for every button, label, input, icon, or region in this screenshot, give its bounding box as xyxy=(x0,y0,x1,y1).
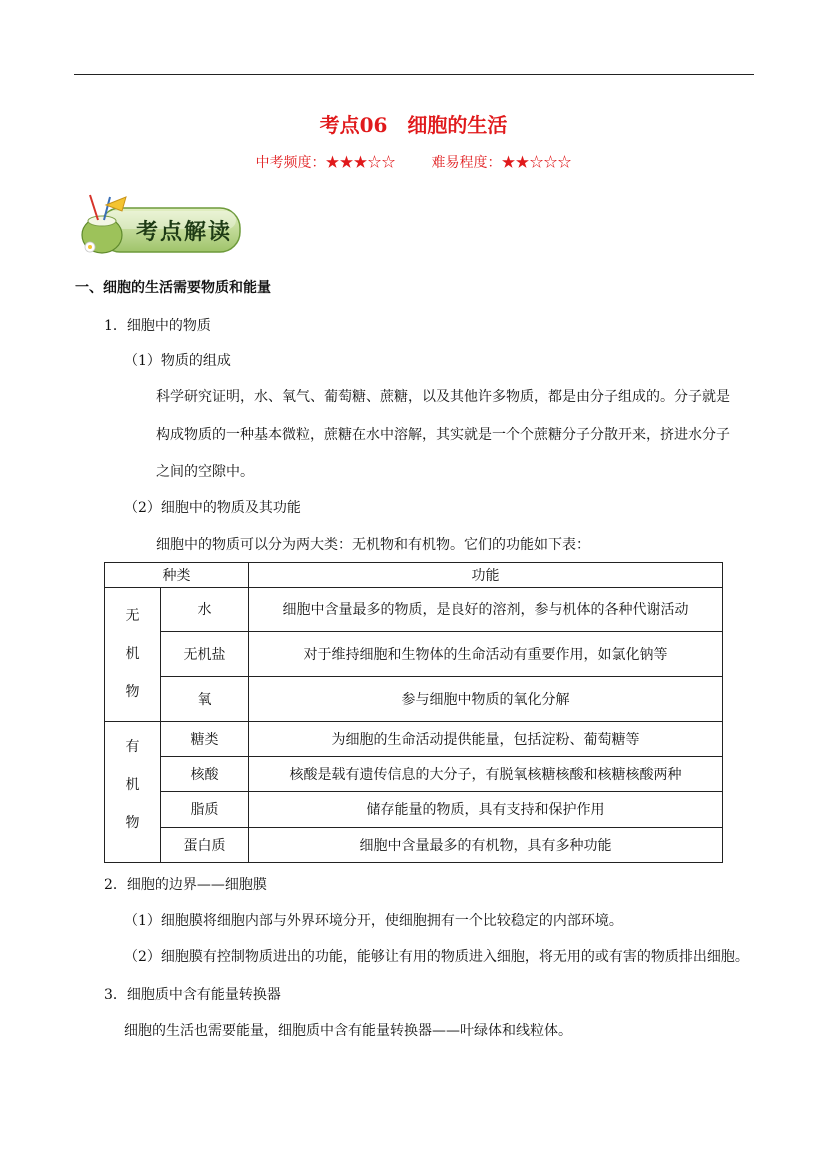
table-header-row xyxy=(105,563,723,588)
section-badge xyxy=(76,191,244,259)
item3-title: 3．细胞质中含有能量转换器 xyxy=(104,987,281,1003)
substance-function: 对于维持细胞和生物体的生命活动有重要作用，如氯化钠等 xyxy=(249,632,723,677)
table-header-type: 种类 xyxy=(105,563,249,588)
sub1-title: （1）物质的组成 xyxy=(124,353,231,369)
substance-name: 无机盐 xyxy=(161,632,249,677)
page-title: 考点06 细胞的生活 xyxy=(319,113,508,137)
item3-text: 细胞的生活也需要能量，细胞质中含有能量转换器——叶绿体和线粒体。 xyxy=(124,1023,572,1039)
substance-name: 脂质 xyxy=(161,792,249,827)
difficulty-label: 难易程度： xyxy=(431,155,502,171)
substance-function: 细胞中含量最多的物质，是良好的溶剂，参与机体的各种代谢活动 xyxy=(249,587,723,632)
sub1-line-2: 构成物质的一种基本微粒，蔗糖在水中溶解，其实就是一个个蔗糖分子分散开来，挤进水分子 xyxy=(156,427,730,443)
table-row xyxy=(105,757,723,792)
item2-title: 2．细胞的边界——细胞膜 xyxy=(104,877,267,893)
substance-function: 为细胞的生命活动提供能量，包括淀粉、葡萄糖等 xyxy=(249,721,723,756)
rating-line xyxy=(0,152,827,172)
substance-function: 储存能量的物质，具有支持和保护作用 xyxy=(249,792,723,827)
sub2-intro: 细胞中的物质可以分为两大类：无机物和有机物。它们的功能如下表： xyxy=(156,537,590,553)
section-heading: 一、细胞的生活需要物质和能量 xyxy=(75,280,271,296)
table-row xyxy=(105,587,723,632)
sub1-line-3: 之间的空隙中。 xyxy=(156,464,254,480)
substance-function: 核酸是载有遗传信息的大分子，有脱氧核糖核酸和核糖核酸两种 xyxy=(249,757,723,792)
category-organic: 有 机 物 xyxy=(105,721,161,862)
substance-name: 水 xyxy=(161,587,249,632)
category-inorganic: 无 机 物 xyxy=(105,587,161,721)
table-row xyxy=(105,827,723,862)
sub1-line-1: 科学研究证明，水、氧气、葡萄糖、蔗糖，以及其他许多物质，都是由分子组成的。分子就是 xyxy=(156,389,730,405)
substance-function: 细胞中含量最多的有机物，具有多种功能 xyxy=(249,827,723,862)
item2-point-1: （1）细胞膜将细胞内部与外界环境分开，使细胞拥有一个比较稳定的内部环境。 xyxy=(124,913,623,929)
item1-title: 1．细胞中的物质 xyxy=(104,318,211,334)
table-row xyxy=(105,721,723,756)
substance-name: 氧 xyxy=(161,676,249,721)
item2-point-2: （2）细胞膜有控制物质进出的功能，能够让有用的物质进入细胞，将无用的或有害的物质排出细胞。 xyxy=(124,949,749,965)
substance-function: 参与细胞中物质的氧化分解 xyxy=(249,676,723,721)
frequency-label: 中考频度： xyxy=(255,155,326,171)
substance-name: 糖类 xyxy=(161,721,249,756)
table-row xyxy=(105,792,723,827)
sub2-title: （2）细胞中的物质及其功能 xyxy=(124,500,301,516)
difficulty-stars: ★★☆☆☆ xyxy=(501,155,572,171)
substance-name: 核酸 xyxy=(161,757,249,792)
frequency-stars: ★★★☆☆ xyxy=(325,155,396,171)
badge-text: 考点解读 xyxy=(136,219,233,245)
substance-table xyxy=(104,562,723,863)
table-header-function: 功能 xyxy=(249,563,723,588)
header-rule xyxy=(74,74,754,75)
table-row xyxy=(105,676,723,721)
table-row xyxy=(105,632,723,677)
substance-name: 蛋白质 xyxy=(161,827,249,862)
